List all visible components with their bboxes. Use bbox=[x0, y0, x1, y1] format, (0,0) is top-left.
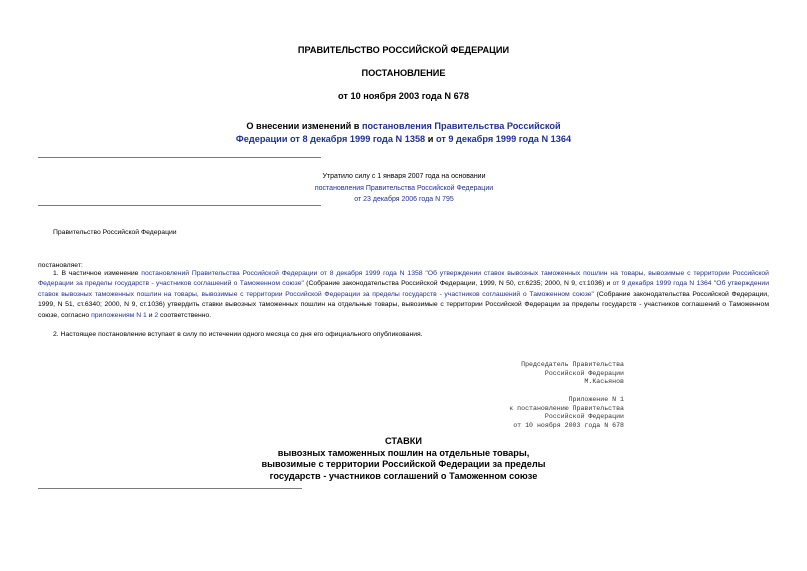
link-appendix-2[interactable]: 2 bbox=[154, 311, 159, 319]
paragraph-1-citation-2: (Собрание законодательства Российской Федерации, 1999, N 51, ст.6340; 2000, N 9, ст.1036) утвердить ставки вывозных таможенных пошлин на отдельные товары, вывозимые с территории Российской Федерации за пределы государств - участников соглашений о Таможенном союзе, согласно bbox=[38, 290, 769, 319]
signature-country: Российской Федерации bbox=[544, 369, 624, 377]
title-conjunction: и bbox=[425, 134, 436, 144]
rates-title-line4: государств - участников соглашений о Таможенном союзе bbox=[269, 470, 538, 481]
appendix-number: Приложение N 1 bbox=[568, 396, 624, 403]
government-text: Правительство Российской Федерации bbox=[53, 229, 177, 236]
document-date: от 10 ноября 2003 года N 678 bbox=[338, 91, 469, 101]
signature-block bbox=[521, 361, 624, 387]
government-heading: ПРАВИТЕЛЬСТВО РОССИЙСКОЙ ФЕДЕРАЦИИ bbox=[297, 45, 510, 55]
document-title bbox=[0, 120, 807, 146]
status-link-line1[interactable]: постановления Правительства Российской Федерации bbox=[314, 184, 494, 192]
divider-bottom bbox=[38, 205, 321, 206]
title-prefix: О внесении изменений в bbox=[246, 121, 362, 131]
rates-title bbox=[0, 436, 807, 482]
divider-rates bbox=[38, 488, 302, 489]
title-link-resolution-1358-line2[interactable]: Федерации от 8 декабря 1999 года N 1358 bbox=[235, 134, 426, 144]
appendix-note bbox=[509, 396, 624, 430]
validity-status-note bbox=[300, 171, 508, 206]
title-link-resolution-1364[interactable]: от 9 декабря 1999 года N 1364 bbox=[435, 134, 572, 144]
paragraph-1-intro: 1. В частичное изменение bbox=[53, 270, 142, 277]
document-type-heading: ПОСТАНОВЛЕНИЕ bbox=[361, 68, 446, 78]
rates-title-heading: СТАВКИ bbox=[385, 436, 422, 446]
status-line: Утратило силу с 1 января 2007 года на основании bbox=[322, 173, 486, 180]
signature-name: М.Касьянов bbox=[584, 378, 624, 386]
link-resolution-1358[interactable]: постановлений Правительства Российской Федерации от 8 декабря 1999 года N 1358 "Об утверждении ставок вывозных таможенных пошлин на товары, вывозимые с территории Российской Федерации за пределы государств - участников соглашений о Таможенном союзе" bbox=[38, 270, 769, 288]
paragraph-1-end: соответственно. bbox=[158, 311, 212, 319]
rates-title-line2: вывозных таможенных пошлин на отдельные товары, bbox=[277, 447, 530, 458]
paragraph-2: 2. Настоящее постановление вступает в силу по истечении одного месяца со дня его официального опубликования. bbox=[53, 331, 423, 338]
divider-top bbox=[38, 157, 321, 158]
status-link-line2[interactable]: от 23 декабря 2006 года N 795 bbox=[354, 196, 454, 203]
title-link-resolution-1358-line1[interactable]: постановления Правительства Российской bbox=[362, 121, 561, 131]
appendix-date: от 10 ноября 2003 года N 678 bbox=[513, 421, 624, 429]
link-resolution-1364[interactable]: от 9 декабря 1999 года N 1364 "Об утверждении ставок вывозных таможенных пошлин на товары, вывозимые с территории Российской Федерации за пределы государств - участников соглашений о Таможенном союзе" bbox=[38, 280, 769, 298]
appendix-country: Российской Федерации bbox=[544, 413, 624, 421]
rates-title-line3: вывозимые с территории Российской Федерации за пределы bbox=[261, 459, 546, 470]
signature-position: Председатель Правительства bbox=[521, 361, 624, 368]
appendix-reference: к постановлению Правительства bbox=[509, 404, 624, 412]
paragraph-1 bbox=[38, 269, 769, 321]
resolves-text: постановляет: bbox=[38, 262, 83, 269]
paragraph-1-citation-1: (Собрание законодательства Российской Федерации, 1999, N 50, ст.6235; 2000, N 9, ст.1036) и bbox=[303, 280, 613, 288]
link-appendix-1[interactable]: приложениям N 1 bbox=[91, 311, 147, 319]
paragraph-1-and: и bbox=[146, 311, 155, 319]
